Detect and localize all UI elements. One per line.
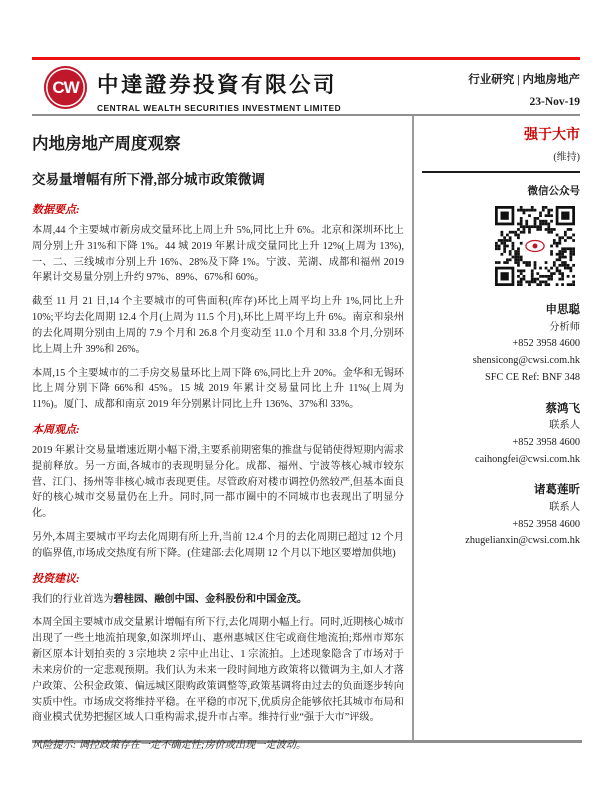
weekly-view-para-1: 2019 年累计交易量增速近期小幅下滑,主要系前期密集的推盘与促销使得短期内需求提前释放。另一方面,各城市的表现明显分化。成都、福州、宁波等核心城市较东营、江门、扬州等非核心城市表现更佳。尽管政府对楼市调控仍然较严,但基本面良好的核心城市交易量仍在上升。同时,同一都市圈中的不同城市也表现出了明显分化。 [32,444,404,520]
data-points-para-3: 本周,15 个主要城市的二手房交易量环比上周下降 6%,同比上升 20%。金华和无锡环比上周分别下降 66%和 45%。15 城 2019 年累计交易量同比上升 11%(上周为 11%)。厦门、成都和南京 2019 年分别累计同比上升 136%、37%和 33%。 [32,367,404,411]
contact-email-link[interactable]: caihongfei@cwsi.com.hk [475,453,580,465]
rating-status: (维持) [553,152,580,163]
section-heading-weekly-view: 本周观点: [32,423,80,436]
section-heading-data-points: 数据要点: [32,204,80,216]
header-meta [468,71,580,108]
header-divider [32,114,580,116]
contact-person-1 [422,400,580,467]
contact-email-link[interactable]: shensicong@cwsi.com.hk [472,355,580,367]
page-title: 内地房地产周度观察 [32,134,181,153]
company-logo [44,66,87,109]
advice-top-picks-para [32,592,404,608]
contact-analyst [422,301,580,385]
contact-role: 联系人 [549,420,580,431]
weekly-view-para-2: 另外,本周主要城市平均去化周期有所上升,当前 12.4 个月的去化周期已超过 12 个月的临界值,市场成交热度有所下降。(住建部:去化周期 12 个月以下地区要增加供地) [32,532,404,559]
contact-role: 分析师 [549,321,580,333]
sidebar [422,124,580,548]
wechat-label: 微信公众号 [527,186,580,197]
report-category: 行业研究 | 内地房地产 [468,74,580,86]
company-name-cn: 中達證券投資有限公司 [97,73,338,97]
logo-initials: CW [52,77,79,97]
section-heading-advice: 投资建议: [32,572,80,585]
contact-cert: SFC CE Ref: BNF 348 [485,372,580,384]
cw-logo-icon [44,66,87,109]
contact-role: 联系人 [549,501,580,513]
contact-phone: +852 3958 4600 [512,338,580,350]
sidebar-rule [422,171,580,173]
data-points-para-2: 截至 11 月 21 日,14 个主要城市的可售面积(库存)环比上周平均上升 1%,同比上升 10%;平均去化周期 12.4 个月(上周为 11.5 个月),环比上周平均上升 6%。南京和泉州的去化周期分别由上周的 7.9 个月和 26.8 个月变动至 11.0 个月和 33.8 个月,分别环比上周上升 39%和 26%。 [32,296,404,355]
page-subtitle: 交易量增幅有所下滑,部分城市政策微调 [32,172,265,187]
contact-phone: +852 3958 4600 [512,518,580,530]
risk-note: 风险提示: 调控政策存在一定不确定性;房价或出现一定波动。 [32,740,307,752]
column-divider [412,116,414,740]
contact-name: 蔡鸿飞 [545,402,580,415]
data-points-para-1: 本周,44 个主要城市新房成交量环比上周上升 5%,同比上升 6%。北京和深圳环比上周分别上升 31%和下降 1%。44 城 2019 年累计成交量同比上升 12%(上周为 13%),一、二、三线城市分别上升 16%、28%及下降 1%。宁波、芜湖、成都和福州 2019 年累计交易量分别上升约 97%、89%、67%和 60%。 [32,225,404,284]
wechat-qr-code [495,206,575,286]
top-red-rule [32,57,580,60]
contact-name: 申思聪 [545,304,580,316]
advice-top-picks: 碧桂园、融创中国、金科股份和中国金茂。 [113,593,308,605]
contact-email-link[interactable]: zhugelianxin@cwsi.com.hk [465,535,580,547]
company-name-block [97,68,341,113]
main-column [32,126,404,751]
report-date: 23-Nov-19 [529,96,580,108]
rating-badge: 强于大市 [524,128,580,143]
advice-closing-para: 本周全国主要城市成交量累计增幅有所下行,去化周期小幅上行。同时,近期核心城市出现了一些土地流拍现象,如深圳坪山、惠州惠城区住宅或商住地流拍;郑州市郑东新区原本计划拍卖的 3 宗地块 2 宗中止出让、1 宗流拍。上述现象隐含了市场对于未来房价的一定悲观预期。我们认为未来一段时间地方政策将以微调为主,如人才落户政策、公积金政策、偏远城区限购政策调整等,政策基调将由过去的负面逐步转向实质中性。市场成交将维持平稳。在平稳的市况下,优质房企能够依托其城市布局和商业模式优势把握区域人口重构需求,提升市占率。维持行业“强于大市”评级。 [32,617,404,724]
contact-person-2 [422,481,580,548]
advice-lead: 我们的行业首选为 [32,593,114,605]
company-name-en: CENTRAL WEALTH SECURITIES INVESTMENT LIMITED [97,103,342,113]
contact-phone: +852 3958 4600 [512,436,580,448]
contact-name: 诸葛莲昕 [534,484,580,497]
